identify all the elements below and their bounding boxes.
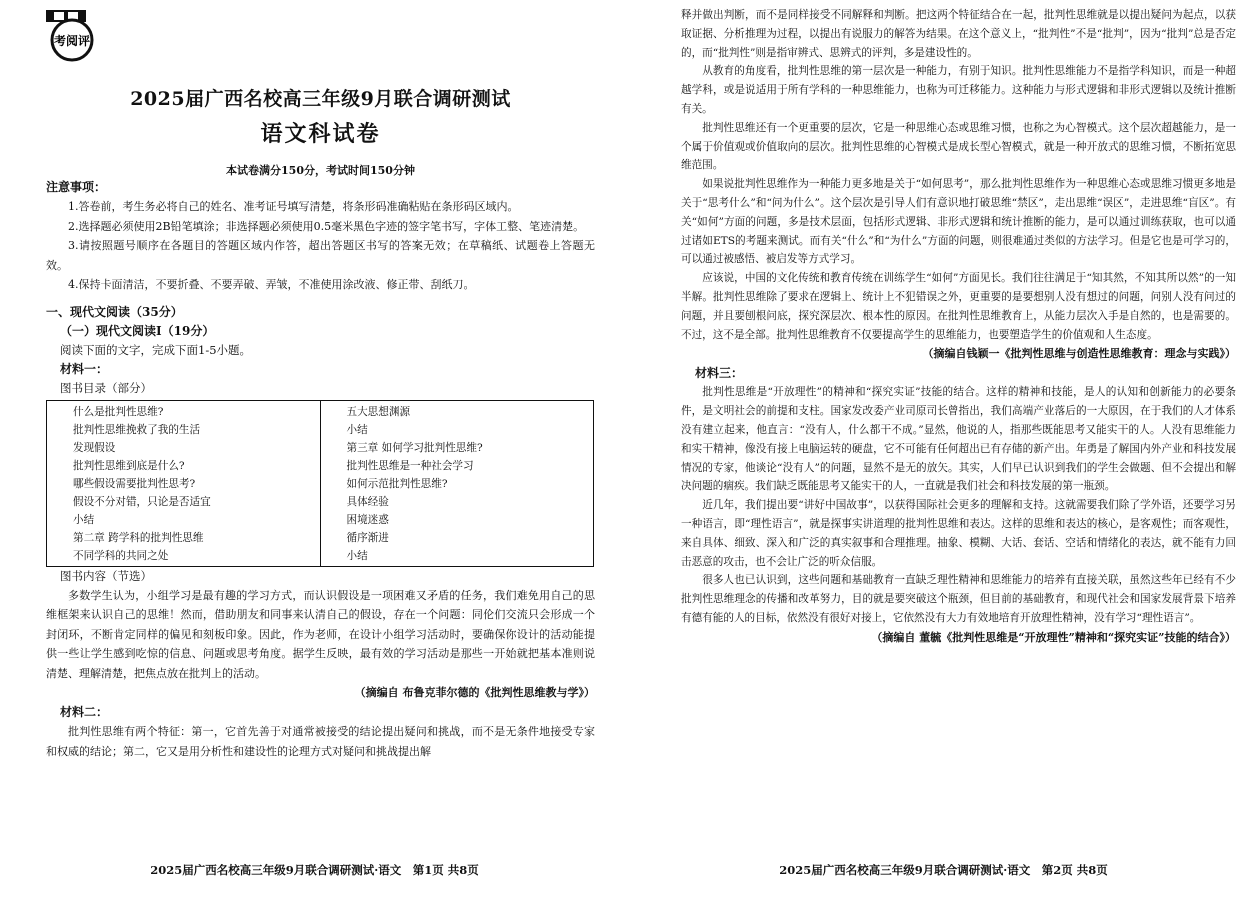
toc-item: 不同学科的共同之处	[73, 549, 169, 562]
instruction: 阅读下面的文字，完成下面1-5小题。	[60, 342, 252, 357]
section-heading: 一、现代文阅读（35分）	[46, 304, 183, 319]
page-footer: 2025届广西名校高三年级9月联合调研测试·语文 第1页 共8页	[150, 863, 479, 877]
svg-text:考阅评: 考阅评	[53, 34, 91, 48]
content-paragraph: 多数学生认为，小组学习是最有趣的学习方式，而认识假设是一项困难又矛盾的任务，我们难免用自己的思维框架来认识自己的思维！然而，借助朋友和同事来认清自己的假设，存在一个问题：同伦们交流只会形成一个封闭环，不断肯定同样的偏见和刻板印象。因此，作为老师，在设计小组学习活动时，要确保你设计的活动能提供一些让学生感到吃惊的信息、问题或思考角度。据学生反映，最有效的学习活动是那些一开始就把基本准则说清楚、理解清楚，把焦点放在批判上的活动。	[46, 588, 595, 680]
toc-item: 具体经验	[346, 495, 389, 508]
toc-item: 批判性思维挽救了我的生活	[73, 423, 201, 436]
toc-item: 哪些假设需要批判性思考?	[73, 477, 196, 490]
source-citation: （摘编自 布鲁克菲尔德的《批判性思维教与学》）	[354, 686, 595, 699]
toc-item: 批判性思维到底是什么?	[73, 459, 185, 472]
material-2-label: 材料二：	[60, 705, 109, 719]
source-citation: （摘编自钱颖一《批判性思维与创造性思维教育：理念与实践》）	[922, 347, 1236, 361]
book-toc-table	[46, 400, 594, 567]
exam-page-2	[629, 0, 1258, 900]
toc-item: 假设不分对错，只论是否适宜	[73, 495, 211, 508]
toc-item: 第二章 跨学科的批判性思维	[73, 531, 204, 544]
body-paragraph: 很多人也已认识到，这些问题和基础教育一直缺乏理性精神和思维能力的培养有直接关联，虽然这些年已经有不少批判性思维理念的传播和改革努力，目的就是要突破这个瓶颈，但目前的基础教育，和现代社会和国家发展背景下培养有德有能的人的目标，依然没有很好对接上，它依然没有大力有效地培育开放理性精神，没有学习“理性语言”。	[681, 574, 1236, 624]
body-paragraph: 应该说，中国的文化传统和教育传统在训练学生“如何”方面见长。我们往往满足于“知其然，不知其所以然”的一知半解。批判性思维除了要求在逻辑上、统计上不犯错误之外，更重要的是要想别人没有想过的问题，问别人没有问过的问题，并且要刨根问底，探究深层次、根本性的原因。在批判性思维教育上，从能力层次入手是自然的，也是需要的。不过，这不是全部。批判性思维教育不仅要提高学生的思维能力，也要塑造学生的价值观和人生态度。	[681, 272, 1236, 341]
body-paragraph: 释并做出判断，而不是同样接受不同解释和判断。把这两个特征结合在一起，批判性思维就是以提出疑问为起点，以获取证据、分析推理为过程，以提出有说服力的解答为结果。在这个意义上，“批判性”不是“批判”，因为“批判”总是否定的，而“批判性”则是指审辨式、思辨式的评判，多是建设性的。	[681, 9, 1236, 59]
toc-item: 什么是批判性思维?	[73, 405, 164, 418]
body-paragraph: 从教育的角度看，批判性思维的第一层次是一种能力，有别于知识。批判性思维能力不是指学科知识，而是一种超越学科，或是说适用于所有学科的一种思维能力，也称为可迁移能力。这种能力与形式逻辑和非形式逻辑以及统计推断有关。	[681, 65, 1236, 115]
toc-item: 批判性思维是一种社会学习	[346, 459, 474, 472]
exam-title: 2025届广西名校高三年级9月联合调研测试	[130, 88, 511, 110]
toc-heading: 图书目录（部分）	[60, 380, 152, 395]
toc-item: 困境迷惑	[346, 513, 389, 526]
material-3-label: 材料三：	[695, 366, 744, 381]
body-paragraph: 批判性思维还有一个更重要的层次，它是一种思维心态或思维习惯，也称之为心智模式。这个层次超越能力，是一个属于价值观或价值取向的层次。批判性思维的心智模式是成长型心智模式，就是一种开放式的思维习惯，不断拓宽思维范围。	[681, 121, 1236, 172]
exam-meta: 本试卷满分150分，考试时间150分钟	[226, 164, 415, 177]
content-heading: 图书内容（节选）	[60, 568, 152, 583]
source-citation: （摘编自 董毓《批判性思维是“开放理性”精神和“探究实证”技能的结合》）	[871, 630, 1236, 644]
kaoyueping-logo	[42, 8, 104, 64]
toc-item: 五大思想渊源	[346, 405, 411, 418]
toc-item: 小结	[73, 513, 95, 526]
notice-item: 2.选择题必须使用2B铅笔填涂；非选择题必须使用0.5毫米黑色字迹的签字笔书写，字体工整、笔迹清楚。	[68, 219, 585, 233]
material-2-paragraph: 批判性思维有两个特征：第一，它首先善于对通常被接受的结论提出疑问和挑战，而不是无条件地接受专家和权威的结论；第二，它又是用分析性和建设性的论理方式对疑问和挑战提出解	[46, 725, 595, 758]
notice-item: 1.答卷前，考生务必将自己的姓名、准考证号填写清楚，将条形码准确粘贴在条形码区域内。	[68, 200, 519, 213]
notice-item: 3.请按照题号顺序在各题目的答题区域内作答，超出答题区书写的答案无效；在草稿纸、试题卷上答题无效。	[46, 239, 595, 272]
toc-item: 循序渐进	[346, 531, 389, 544]
page-footer: 2025届广西名校高三年级9月联合调研测试·语文 第2页 共8页	[779, 863, 1108, 877]
toc-left-column	[47, 400, 321, 566]
toc-item: 小结	[346, 549, 368, 562]
toc-item: 第三章 如何学习批判性思维?	[346, 441, 483, 454]
toc-item: 发现假设	[73, 441, 116, 454]
subsection-heading: （一）现代文阅读Ⅰ（19分）	[60, 323, 215, 338]
toc-right-column	[320, 400, 594, 566]
material-1-label: 材料一：	[60, 361, 109, 376]
body-paragraph: 如果说批判性思维作为一种能力更多地是关于“如何思考”，那么批判性思维作为一种思维心态或思维习惯更多地是关于“思考什么”和“问为什么”。这个层次是引导人们有意识地打破思维“禁区”，走出思维“误区”，走进思维“盲区”。有关“如何”方面的问题，多是技术层面，包括形式逻辑、非形式逻辑和统计推断的能力，是可以通过训练获取，也可以通过诸如ETS的考题来测试。而有关“什么”和“为什么”方面的问题，则很难通过类似的方法学习。但是它也是可学习的，可以通过被感悟、被启发等方式学习。	[681, 178, 1236, 266]
exam-subtitle: 语文科试卷	[260, 121, 381, 147]
body-paragraph: 近几年，我们提出要“讲好中国故事”，以获得国际社会更多的理解和支持。这就需要我们除了学外语，还要学习另一种语言，即“理性语言”，就是探事实讲道理的批判性思维和表达。这样的思维和表达的核心，是客观性；而客观性，来自具体、细致、深入和广泛的真实叙事和合理推理。抽象、模糊、大话、套话、空话和情绪化的表达，就不能有力回击恶意的攻击，也不会让广泛的听众信服。	[681, 499, 1236, 568]
notice-heading: 注意事项：	[46, 180, 107, 194]
body-paragraph: 批判性思维是“开放理性”的精神和“探究实证”技能的结合。这样的精神和技能，是人的认知和创新能力的必要条件，是文明社会的前提和支柱。国家发改委产业司原司长曾指出，我们高端产业落后的一大原因，在于我们的人才体系没有建立起来，他直言：“没有人，什么都干不成。”显然，他说的人，指那些既能思考又能实干的人。人没有思维能力和实干精神，像没有接上电脑运转的硬盘，它不可能有任何超出已有存储的新产出。年勇是了解国内外产业和科技发展情况的专家，他谈论“没有人”的问题，显然不是无的放矢。其实，人们早已认识到我们的学生会做题、但不会提出和解决问题的痼疾。我们缺乏既能思考又能实干的人，一直就是我们社会和科技发展的第一瓶颈。	[681, 386, 1236, 493]
notice-item: 4.保持卡面清洁，不要折叠、不要弄破、弄皱，不准使用涂改液、修正带、刮纸刀。	[68, 278, 475, 291]
toc-item: 如何示范批判性思维?	[346, 477, 448, 490]
toc-item: 小结	[346, 423, 368, 436]
